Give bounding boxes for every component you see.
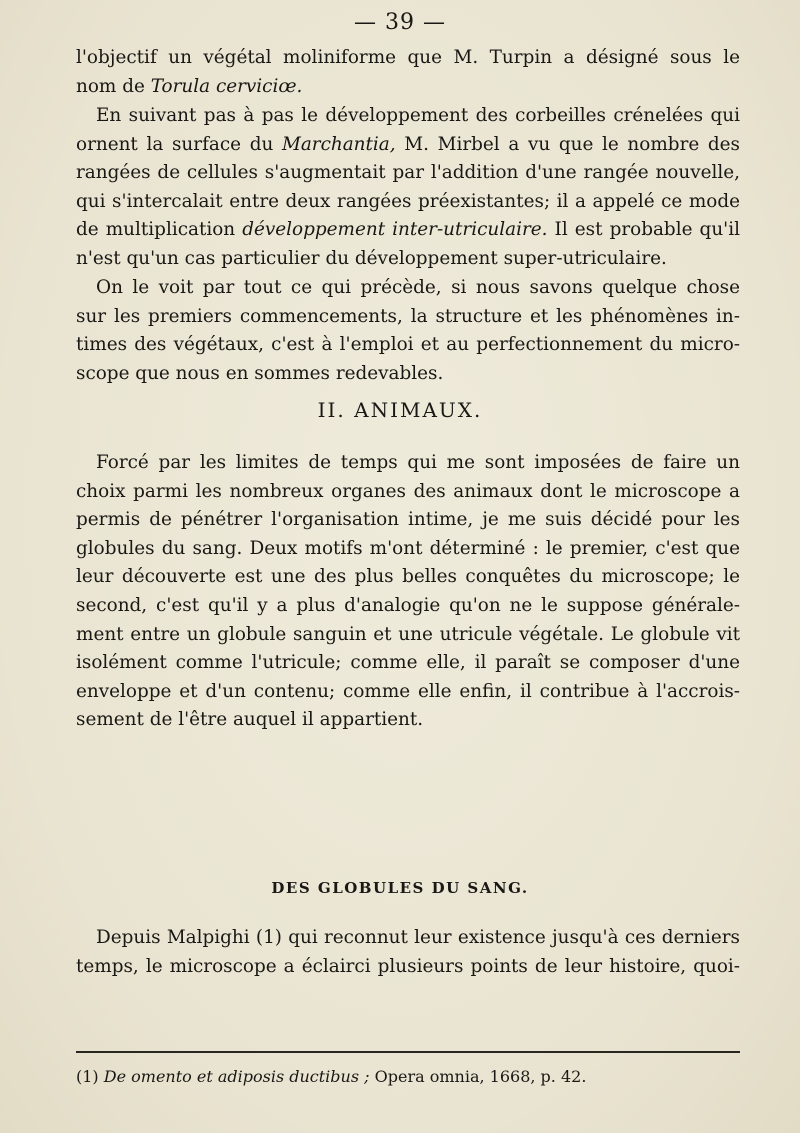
text-span: Il est probable qu'il (547, 219, 740, 241)
text-line: temps, le microscope a éclairci plusieurs points de leur histoire, quoi- (76, 955, 740, 977)
text-line: isolément comme l'utricule; comme elle, il paraît se composer d'une (76, 652, 740, 674)
text-line: ment entre un globule sanguin et une utricule végétale. Le globule vit (76, 623, 740, 645)
paragraph-globules (76, 449, 740, 735)
text-line: permis de pénétrer l'organisation intime, je me suis décidé pour les (76, 509, 740, 531)
text-span: nom de (76, 75, 151, 97)
paragraph-marchantia (76, 102, 740, 274)
text-span: de multiplication (76, 219, 243, 241)
text-line: globules du sang. Deux motifs m'ont déterminé : le premier, c'est que (76, 537, 740, 559)
footnote (76, 1067, 740, 1086)
text-line: On le voit par tout ce qui précède, si nous savons quelque chose (96, 277, 740, 298)
footnote-rule (76, 1051, 740, 1053)
text-line (76, 73, 740, 102)
text-line: enveloppe et d'un contenu; comme elle enfin, il contribue à l'accrois- (76, 680, 740, 702)
text-line (76, 216, 740, 245)
text-line: choix parmi les nombreux organes des animaux dont le microscope a (76, 480, 740, 502)
subsection-title: DES GLOBULES DU SANG. (271, 879, 529, 897)
text-line: qui s'intercalait entre deux rangées préexistantes; il a appelé ce mode (76, 190, 740, 212)
footnote-reference: Opera omnia, 1668, p. 42. (369, 1067, 587, 1086)
italic-term: Torula cerviciœ. (150, 75, 303, 97)
text-line: leur découverte est une des plus belles conquêtes du microscope; le (76, 566, 740, 588)
text-line: n'est qu'un cas particulier du développement super-utriculaire. (76, 247, 667, 269)
paragraph-malpighi (76, 924, 740, 981)
italic-term: développement inter-utriculaire. (242, 219, 548, 241)
text-line: times des végétaux, c'est à l'emploi et au perfectionnement du micro- (76, 334, 740, 356)
text-span: ornent la surface du (76, 133, 282, 155)
text-span: M. Mirbel a vu que le nombre des (395, 133, 740, 155)
italic-term: Marchantia, (281, 133, 396, 155)
text-line: l'objectif un végétal moliniforme que M. Turpin a désigné sous le (76, 47, 740, 68)
text-line: sement de l'être auquel il appartient. (76, 709, 424, 731)
page-number: — 39 — (354, 10, 446, 35)
text-line: rangées de cellules s'augmentait par l'addition d'une rangée nouvelle, (76, 162, 740, 184)
section-title: II. ANIMAUX. (317, 398, 483, 422)
footnote-title: De omento et adiposis ductibus ; (103, 1067, 370, 1086)
text-line: second, c'est qu'il y a plus d'analogie qu'on ne le suppose générale- (76, 594, 740, 616)
paragraph-continuation (76, 44, 740, 101)
paragraph-microscope (76, 274, 740, 388)
text-line: En suivant pas à pas le développement des corbeilles crénelées qui (96, 105, 740, 126)
text-line: Forcé par les limites de temps qui me sont imposées de faire un (96, 452, 740, 473)
text-line: sur les premiers commencements, la structure et les phénomènes in- (76, 305, 740, 327)
text-line: scope que nous en sommes redevables. (76, 362, 444, 384)
text-line (76, 131, 740, 160)
text-line: Depuis Malpighi (1) qui reconnut leur existence jusqu'à ces derniers (96, 927, 740, 948)
footnote-marker: (1) (76, 1067, 104, 1086)
